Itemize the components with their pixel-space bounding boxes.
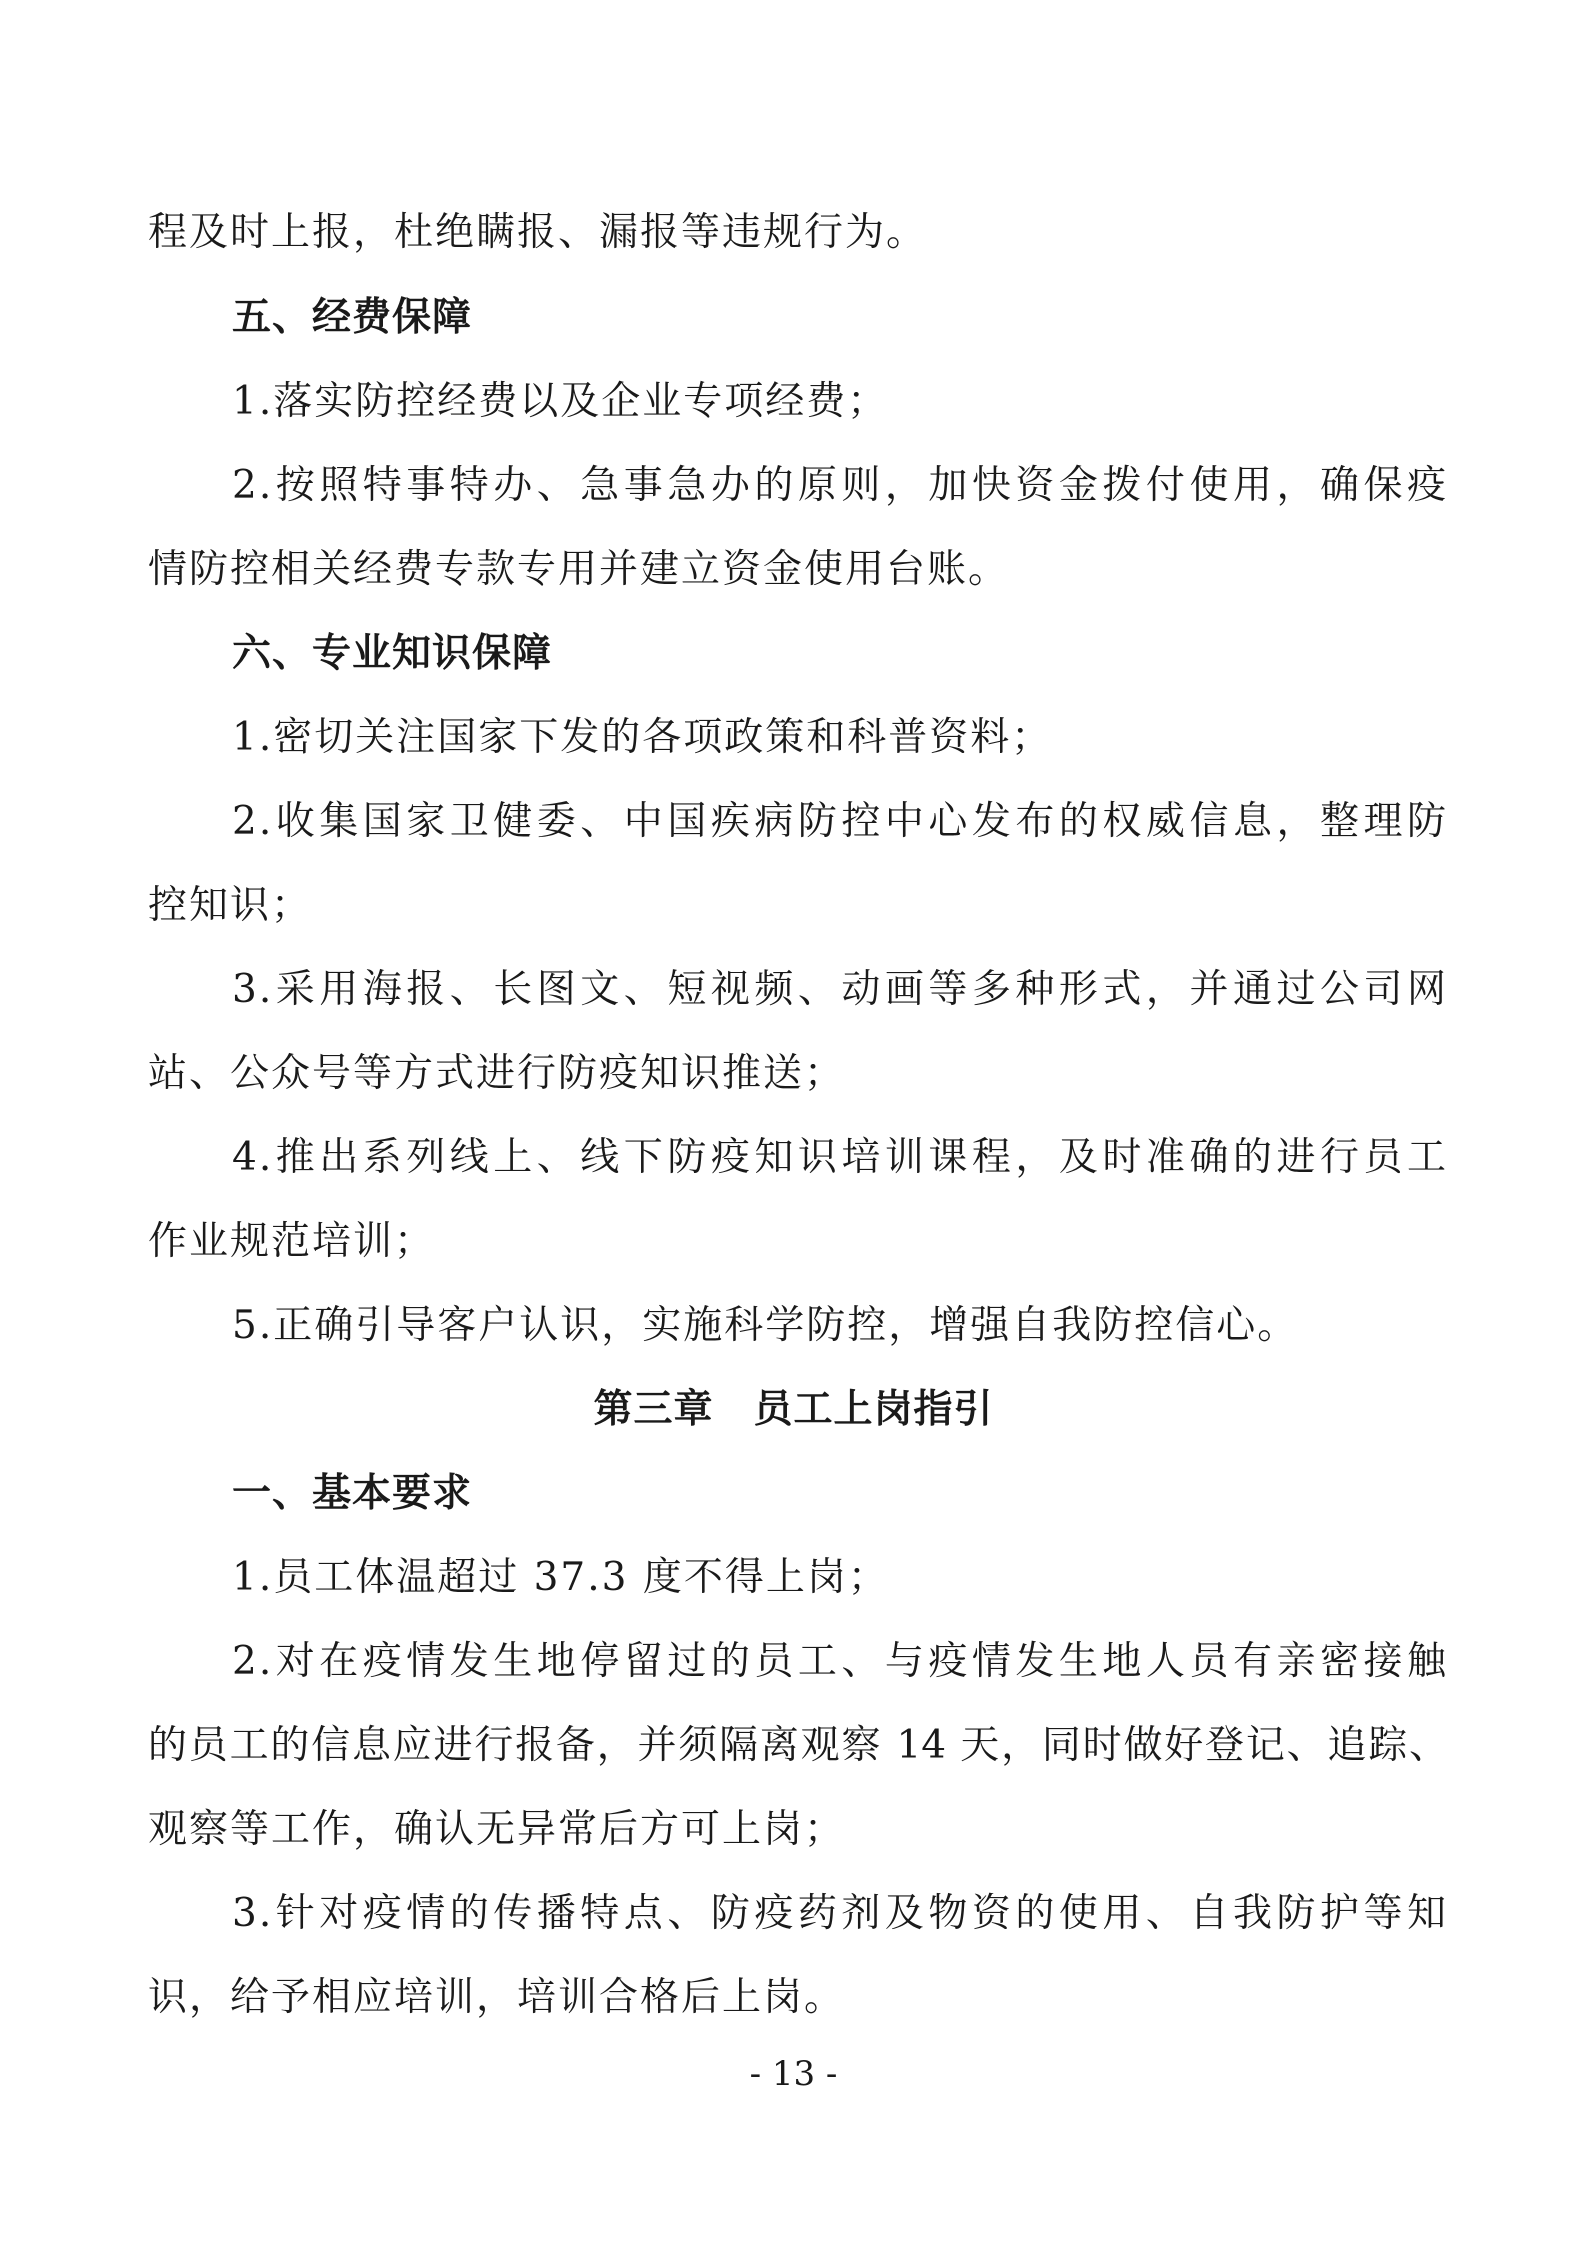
chapter-title: 第三章 员工上岗指引 bbox=[593, 1387, 994, 1432]
body-text-line: 1.落实防控经费以及企业专项经费； bbox=[232, 379, 889, 424]
body-text-line: 4.推出系列线上、线下防疫知识培训课程，及时准确的进行员工 bbox=[232, 1135, 1448, 1180]
body-text-line: 的员工的信息应进行报备，并须隔离观察 14 天，同时做好登记、追踪、 bbox=[148, 1723, 1448, 1768]
body-text-line: 5.正确引导客户认识，实施科学防控，增强自我防控信心。 bbox=[232, 1303, 1299, 1348]
body-text-line: 站、公众号等方式进行防疫知识推送； bbox=[148, 1051, 846, 1096]
body-text-line: 3.采用海报、长图文、短视频、动画等多种形式，并通过公司网 bbox=[232, 967, 1448, 1012]
section-heading-basic-requirements: 一、基本要求 bbox=[232, 1471, 473, 1516]
body-text-line: 作业规范培训； bbox=[148, 1219, 436, 1264]
body-text-line: 控知识； bbox=[148, 883, 313, 928]
body-text-line: 观察等工作，确认无异常后方可上岗； bbox=[148, 1807, 846, 1852]
body-text-line: 3.针对疫情的传播特点、防疫药剂及物资的使用、自我防护等知 bbox=[232, 1891, 1448, 1936]
body-text-line: 2.按照特事特办、急事急办的原则，加快资金拨付使用，确保疫 bbox=[232, 463, 1448, 508]
page-number: - 13 - bbox=[749, 2054, 838, 2094]
body-text-line: 识，给予相应培训，培训合格后上岗。 bbox=[148, 1975, 846, 2020]
body-text-line: 1.员工体温超过 37.3 度不得上岗； bbox=[232, 1555, 889, 1600]
body-text-line: 2.对在疫情发生地停留过的员工、与疫情发生地人员有亲密接触 bbox=[232, 1639, 1448, 1684]
body-text-line: 1.密切关注国家下发的各项政策和科普资料； bbox=[232, 715, 1053, 760]
body-text-line: 2.收集国家卫健委、中国疾病防控中心发布的权威信息，整理防 bbox=[232, 799, 1448, 844]
body-text-line: 情防控相关经费专款专用并建立资金使用台账。 bbox=[148, 547, 1010, 592]
body-text-line: 程及时上报，杜绝瞒报、漏报等违规行为。 bbox=[148, 210, 928, 255]
section-heading-funding: 五、经费保障 bbox=[232, 295, 473, 340]
section-heading-knowledge: 六、专业知识保障 bbox=[232, 631, 553, 676]
